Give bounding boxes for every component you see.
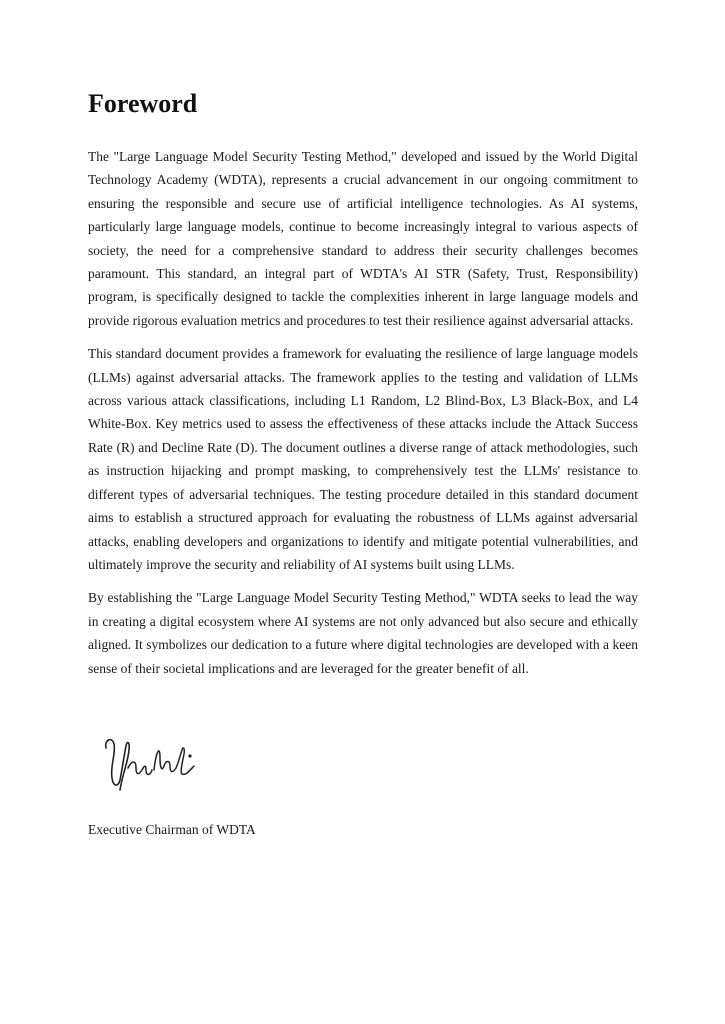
paragraph-1: The "Large Language Model Security Testing Method," developed and issued by the World Digital Technology Academy (WDTA), represents a crucial advancement in our ongoing commitment to ensuring the responsible and secure use of artificial intelligence technologies. As AI systems, particularly large language models, continue to become increasingly integral to various aspects of society, the need for a comprehensive standard to address their security challenges becomes paramount. This standard, an integral part of WDTA's AI STR (Safety, Trust, Responsibility) program, is specifically designed to tackle the complexities inherent in large language models and provide rigorous evaluation metrics and procedures to test their resilience against adversarial attacks. (88, 149, 638, 328)
foreword-body (88, 145, 638, 690)
paragraph-3: By establishing the "Large Language Model Security Testing Method," WDTA seeks to lead the way in creating a digital ecosystem where AI systems are not only advanced but also secure and ethically aligned. It symbolizes our dedication to a future where digital technologies are developed with a keen sense of their societal implications and are leveraged for the greater benefit of all. (88, 590, 638, 676)
paragraph-2: This standard document provides a framework for evaluating the resilience of large language models (LLMs) against adversarial attacks. The framework applies to the testing and validation of LLMs across various attack classifications, including L1 Random, L2 Blind-Box, L3 Black-Box, and L4 White-Box. Key metrics used to assess the effectiveness of these attacks include the Attack Success Rate (R) and Decline Rate (D). The document outlines a diverse range of attack methodologies, such as instruction hijacking and prompt masking, to comprehensively test the LLMs' resistance to different types of adversarial techniques. The testing procedure detailed in this standard document aims to establish a structured approach for evaluating the robustness of LLMs against adversarial attacks, enabling developers and organizations to identify and mitigate potential vulnerabilities, and ultimately improve the security and reliability of AI systems built using LLMs. (88, 346, 638, 572)
page-title: Foreword (88, 89, 198, 118)
handwritten-signature (100, 730, 200, 800)
signatory-title: Executive Chairman of WDTA (88, 822, 256, 837)
